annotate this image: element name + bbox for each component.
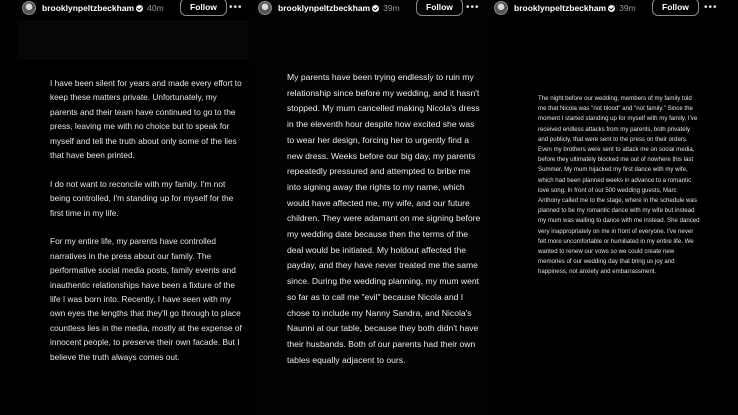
username[interactable]: brooklynpeltzbeckham xyxy=(42,3,135,13)
follow-button[interactable]: Follow xyxy=(652,0,699,16)
avatar[interactable] xyxy=(22,1,36,15)
username[interactable]: brooklynpeltzbeckham xyxy=(514,3,607,13)
more-options-icon[interactable]: ••• xyxy=(704,2,718,13)
paragraph: For my entire life, my parents have controlled narratives in the press about our family. The performative social media posts, family events and inauthentic relationships have been a fixture of the life I was born into. Recently, I have seen with my own eyes the lengths that they'll go through to place countless lies in the media, mostly at the expense of innocent people, to preserve their own facade. But I believe the truth always comes out. xyxy=(50,236,242,362)
follow-button[interactable]: Follow xyxy=(416,0,463,16)
follow-button[interactable]: Follow xyxy=(180,0,227,16)
verified-badge-icon xyxy=(136,5,143,12)
story-text xyxy=(538,94,700,278)
post-time: 39m xyxy=(383,3,400,13)
story-backdrop xyxy=(17,20,249,60)
post-time: 39m xyxy=(619,3,636,13)
verified-badge-icon xyxy=(608,5,615,12)
avatar[interactable] xyxy=(494,1,508,15)
verified-badge-icon xyxy=(372,5,379,12)
avatar[interactable] xyxy=(258,1,272,15)
paragraph: My parents have been trying endlessly to ruin my relationship since before my wedding, and it hasn't stopped. My mum cancelled making Nicola's dress in the eleventh hour despite how excited she was to wear her design, forcing her to urgently find a new dress. Weeks before our big day, my parents repeatedly pressured and attempted to bribe me into signing away the rights to my name, which would have affected me, my wife, and our future children. They were adamant on me signing before my wedding date because then the terms of the deal would be initiated. My holdout affected the payday, and they have never treated me the same since. During the wedding planning, my mum went so far as to call me "evil" because Nicola and I chose to include my Nanny Sandra, and Nicola's Naunni at our table, because they both didn't have their husbands. Both of our parents had their own tables equally adjacent to ours. xyxy=(287,72,481,365)
story-text xyxy=(50,76,246,378)
paragraph: I have been silent for years and made every effort to keep these matters private. Unfortunately, my parents and their team have continued to go to the press, leaving me with no choice but to speak for myself and tell the truth about only some of the lies that have been printed. xyxy=(50,78,242,161)
post-time: 40m xyxy=(147,3,164,13)
paragraph: I do not want to reconcile with my family. I'm not being controlled, I'm standing up for myself for the first time in my life. xyxy=(50,178,234,218)
more-options-icon[interactable]: ••• xyxy=(466,2,480,13)
more-options-icon[interactable]: ••• xyxy=(229,2,243,13)
story-text xyxy=(287,70,483,368)
paragraph: The night before our wedding, members of my family told me that Nicola was "not blood" and "not family." Since the moment I started standing up for myself with my family, I've received endless attacks from my parents, both privately and publicly, that were sent to the press on their orders. Even my brothers were sent to attack me on social media, before they ultimately blocked me out of nowhere this last Summer. My mum hijacked my first dance with my wife, which had been planned weeks in advance to a romantic love song. In front of our 500 wedding guests, Marc Anthony called me to the stage, where in the schedule was planned to be my romantic dance with my wife but instead my mum was waiting to dance with me instead. She danced very inappropriately on me in front of everyone. I've never felt more uncomfortable or humiliated in my entire life. We wanted to renew our vows so we could create new memories of our wedding day that bring us joy and happiness, not anxiety and embarrassment. xyxy=(538,95,700,276)
username[interactable]: brooklynpeltzbeckham xyxy=(278,3,371,13)
story-header xyxy=(494,0,738,17)
